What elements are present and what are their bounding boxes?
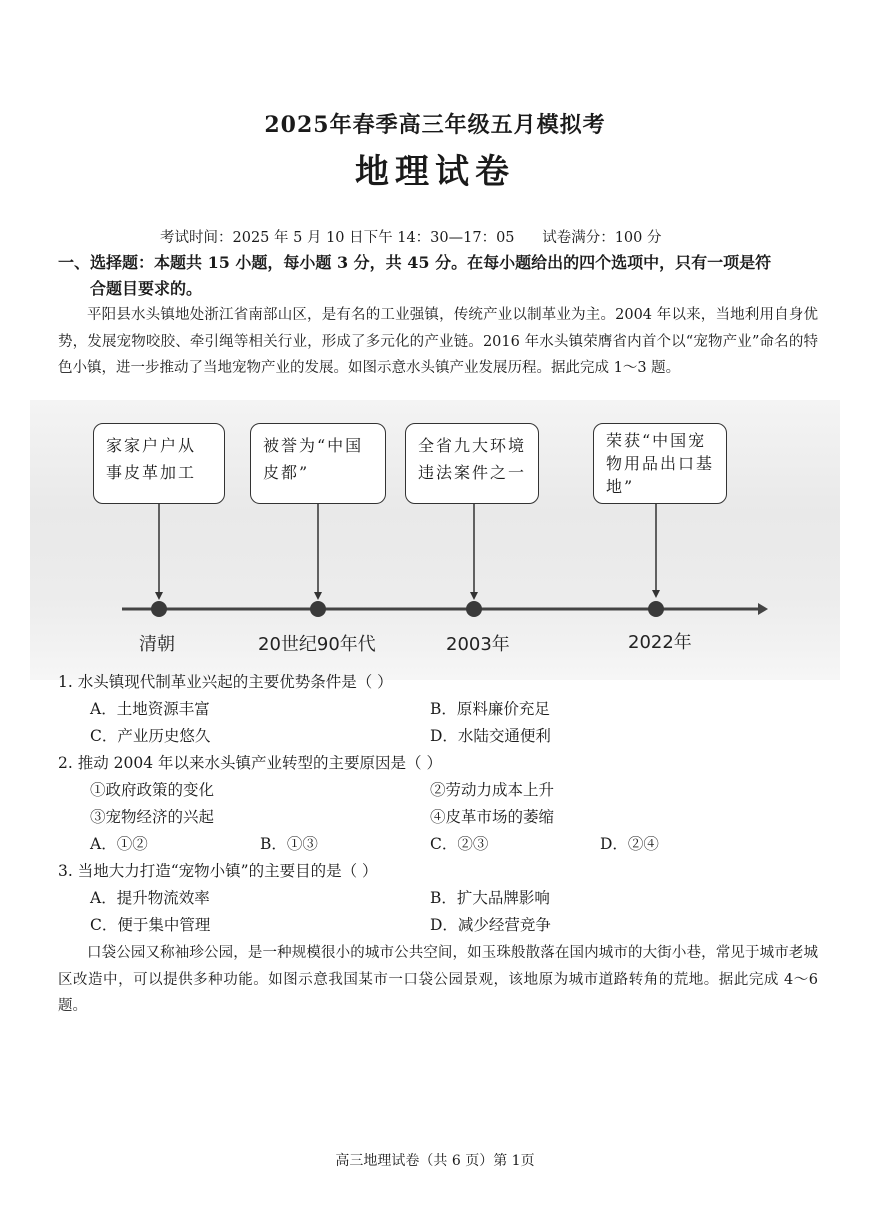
timeline-event-3: 全省九大环境违法案件之一	[405, 423, 539, 504]
timeline-connector-arrow-3	[470, 592, 478, 600]
timeline-label-2022: 2022年	[628, 632, 692, 653]
q2-option-d: D．②④	[600, 835, 659, 853]
timeline-connector-arrow-1	[155, 592, 163, 600]
q2-option-b: B．①③	[260, 835, 318, 853]
q1-option-c: C．产业历史悠久	[90, 727, 211, 745]
passage-pet-industry: 平阳县水头镇地处浙江省南部山区，是有名的工业强镇，传统产业以制革业为主。2004 年以来，当地利用自身优势，发展宠物咬胶、牵引绳等相关行业，形成了多元化的产业链。2016 年水头镇荣膺省内首个以“宠物产业”命名的特色小镇，进一步推动了当地宠物产业的发展。如图示意水头镇产业发展历程。据此完成 1～3 题。	[58, 307, 818, 376]
q2-item-1: ①政府政策的变化	[90, 781, 215, 799]
timeline-arrow-head	[758, 603, 768, 615]
question-2-stem: 2. 推动 2004 年以来水头镇产业转型的主要原因是（ ）	[58, 754, 442, 772]
question-3-stem: 3. 当地大力打造“宠物小镇”的主要目的是（ ）	[58, 862, 378, 880]
q2-option-a: A．①②	[90, 835, 148, 853]
q2-item-3: ③宠物经济的兴起	[90, 808, 215, 826]
q2-option-c: C．②③	[430, 835, 489, 853]
timeline-label-1990s: 20世纪90年代	[258, 634, 376, 655]
q3-option-b: B．扩大品牌影响	[430, 889, 550, 907]
question-1-stem: 1. 水头镇现代制革业兴起的主要优势条件是（ ）	[58, 673, 393, 691]
timeline-connector-arrow-2	[314, 592, 322, 600]
timeline-event-2: 被誉为“中国皮都”	[250, 423, 386, 504]
timeline-dot-2	[310, 601, 326, 617]
section-heading-line2: 合题目要求的。	[90, 279, 203, 298]
exam-title: 2025年春季高三年级五月模拟考	[264, 112, 606, 138]
page-footer: 高三地理试卷（共 6 页）第 1页	[335, 1153, 535, 1169]
timeline-event-4: 荣获“中国宠物用品出口基地”	[593, 423, 727, 504]
timeline-label-2003: 2003年	[446, 634, 510, 655]
q3-option-a: A．提升物流效率	[90, 889, 210, 907]
q1-option-a: A．土地资源丰富	[90, 700, 210, 718]
timeline-dot-3	[466, 601, 482, 617]
timeline-connector-arrow-4	[652, 590, 660, 598]
section-heading-line1: 一、选择题：本题共 15 小题，每小题 3 分，共 45 分。在每小题给出的四个选项中，只有一项是符	[58, 253, 772, 272]
timeline-dot-1	[151, 601, 167, 617]
timeline-event-1: 家家户户从事皮革加工	[93, 423, 225, 504]
timeline-dot-4	[648, 601, 664, 617]
q3-option-c: C．便于集中管理	[90, 916, 211, 934]
q1-option-b: B．原料廉价充足	[430, 700, 550, 718]
exam-info: 考试时间：2025 年 5 月 10 日下午 14：30—17：05 试卷满分：100 分	[160, 230, 662, 246]
q2-item-4: ④皮革市场的萎缩	[430, 808, 555, 826]
q2-item-2: ②劳动力成本上升	[430, 781, 555, 799]
q1-option-d: D．水陆交通便利	[430, 727, 551, 745]
timeline-label-qing: 清朝	[139, 634, 175, 655]
subject-title: 地理试卷	[355, 152, 515, 192]
q3-option-d: D．减少经营竞争	[430, 916, 551, 934]
passage-pocket-park: 口袋公园又称袖珍公园，是一种规模很小的城市公共空间，如玉珠般散落在国内城市的大街小巷，常见于城市老城区改造中，可以提供多种功能。如图示意我国某市一口袋公园景观，该地原为城市道路转角的荒地。据此完成 4～6 题。	[58, 945, 818, 1014]
